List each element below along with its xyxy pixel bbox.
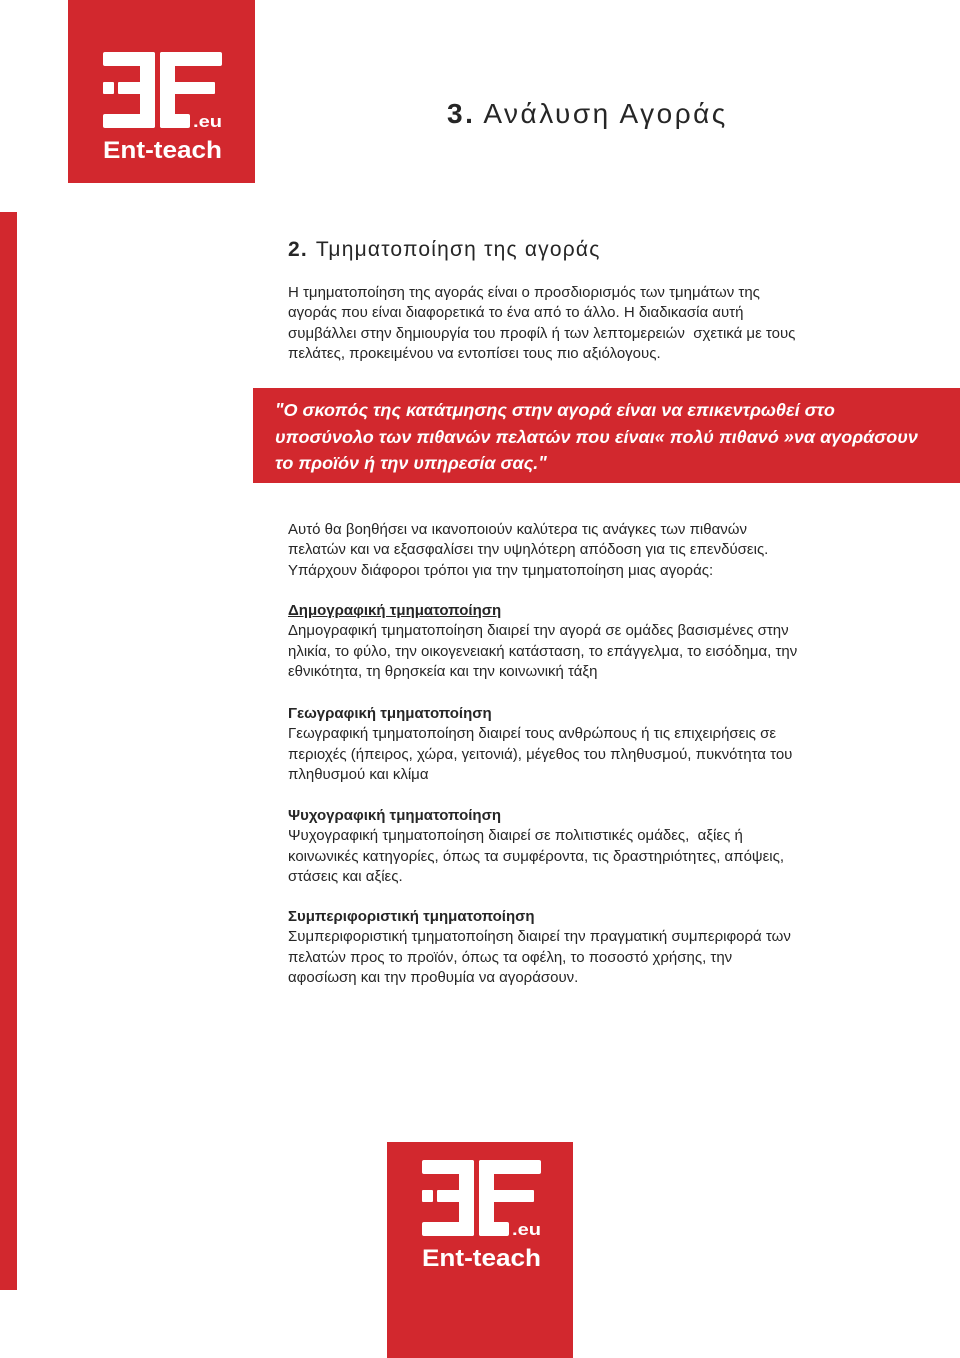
chapter-number: 3. — [447, 98, 476, 129]
segment-heading: Γεωγραφική τμηματοποίηση — [288, 705, 492, 722]
footer-logo-block — [387, 1142, 573, 1358]
paragraph-line: Η τμηματοποίηση της αγοράς είναι ο προσδιορισμός των τμημάτων της — [288, 284, 760, 301]
segment-line: κοινωνικές κατηγορίες, όπως τα συμφέροντα, τις δραστηριότητες, απόψεις, — [288, 847, 785, 865]
chapter-title — [447, 96, 728, 132]
segment-line: Συμπεριφοριστική τμηματοποίηση διαιρεί την πραγματική συμπεριφορά των — [288, 928, 791, 946]
header-logo-block — [68, 0, 255, 183]
quote-line: το προϊόν ή την υπηρεσία σας." — [275, 453, 547, 473]
segment-line: περιοχές (ήπειρος, χώρα, γειτονιά), μέγεθος του πληθυσμού, πυκνότητα του — [288, 745, 793, 763]
side-accent-strip — [0, 212, 17, 1290]
segment-psychographic — [288, 806, 784, 888]
summary-paragraph — [288, 520, 768, 581]
paragraph-line: πελάτες, προκειμένου να εντοπίσει τους πιο αξιόλογους. — [288, 345, 661, 363]
intro-paragraph — [288, 283, 795, 365]
section-title-text: Τμηματοποίηση της αγοράς — [315, 238, 601, 261]
ent-teach-logo — [387, 1142, 573, 1358]
quote-line: "Ο σκοπός της κατάτμησης στην αγορά είναι να επικεντρωθεί στο — [275, 400, 835, 420]
logo-name-text: Ent-teach — [422, 1245, 541, 1272]
segment-demographic — [288, 601, 797, 683]
highlight-quote-box — [253, 388, 960, 483]
segment-heading: Συμπεριφοριστική τμηματοποίηση — [288, 908, 535, 925]
paragraph-line: συμβάλλει στην δημιουργία του προφίλ ή των λεπτομερειών σχετικά με τους — [288, 324, 796, 342]
logo-name-text: Ent-teach — [103, 137, 222, 164]
logo-domain-text: .eu — [512, 1220, 541, 1239]
segment-line: αφοσίωση και την προθυμία να αγοράσουν. — [288, 969, 579, 987]
segment-geographic — [288, 704, 792, 786]
section-heading — [288, 236, 601, 264]
paragraph-line: Υπάρχουν διάφοροι τρόποι για την τμηματοποίηση μιας αγοράς: — [288, 561, 714, 579]
segment-behavioral — [288, 907, 791, 989]
segment-line: ηλικία, το φύλο, την οικογενειακή κατάσταση, το επάγγελμα, το εισόδημα, την — [288, 642, 798, 660]
segment-line: εθνικότητα, τη θρησκεία και την κοινωνική τάξη — [288, 663, 598, 681]
section-number: 2. — [288, 238, 308, 261]
quote-text — [275, 397, 918, 477]
paragraph-line: Αυτό θα βοηθήσει να ικανοποιούν καλύτερα τις ανάγκες των πιθανών — [288, 521, 747, 538]
segment-line: πληθυσμού και κλίμα — [288, 766, 429, 784]
segment-heading: Ψυχογραφική τμηματοποίηση — [288, 807, 501, 824]
segment-line: Δημογραφική τμηματοποίηση διαιρεί την αγορά σε ομάδες βασισμένες στην — [288, 622, 789, 640]
segment-line: στάσεις και αξίες. — [288, 868, 403, 886]
segment-line: πελατών προς το προϊόν, όπως τα οφέλη, το ποσοστό χρήσης, την — [288, 948, 733, 966]
chapter-title-text: Ανάλυση Αγοράς — [483, 98, 728, 129]
paragraph-line: πελατών και να εξασφαλίσει την υψηλότερη απόδοση για τις επενδύσεις. — [288, 541, 769, 559]
segment-line: Γεωγραφική τμηματοποίηση διαιρεί τους ανθρώπους ή τις επιχειρήσεις σε — [288, 725, 777, 743]
logo-domain-text: .eu — [193, 112, 222, 131]
quote-line: υποσύνολο των πιθανών πελατών που είναι« πολύ πιθανό »να αγοράσουν — [275, 426, 918, 447]
ent-teach-logo — [68, 0, 255, 183]
paragraph-line: αγοράς που είναι διαφορετικά το ένα από το άλλο. Η διαδικασία αυτή — [288, 304, 744, 322]
segment-line: Ψυχογραφική τμηματοποίηση διαιρεί σε πολιτιστικές ομάδες, αξίες ή — [288, 827, 743, 845]
segment-heading: Δημογραφική τμηματοποίηση — [288, 602, 502, 619]
